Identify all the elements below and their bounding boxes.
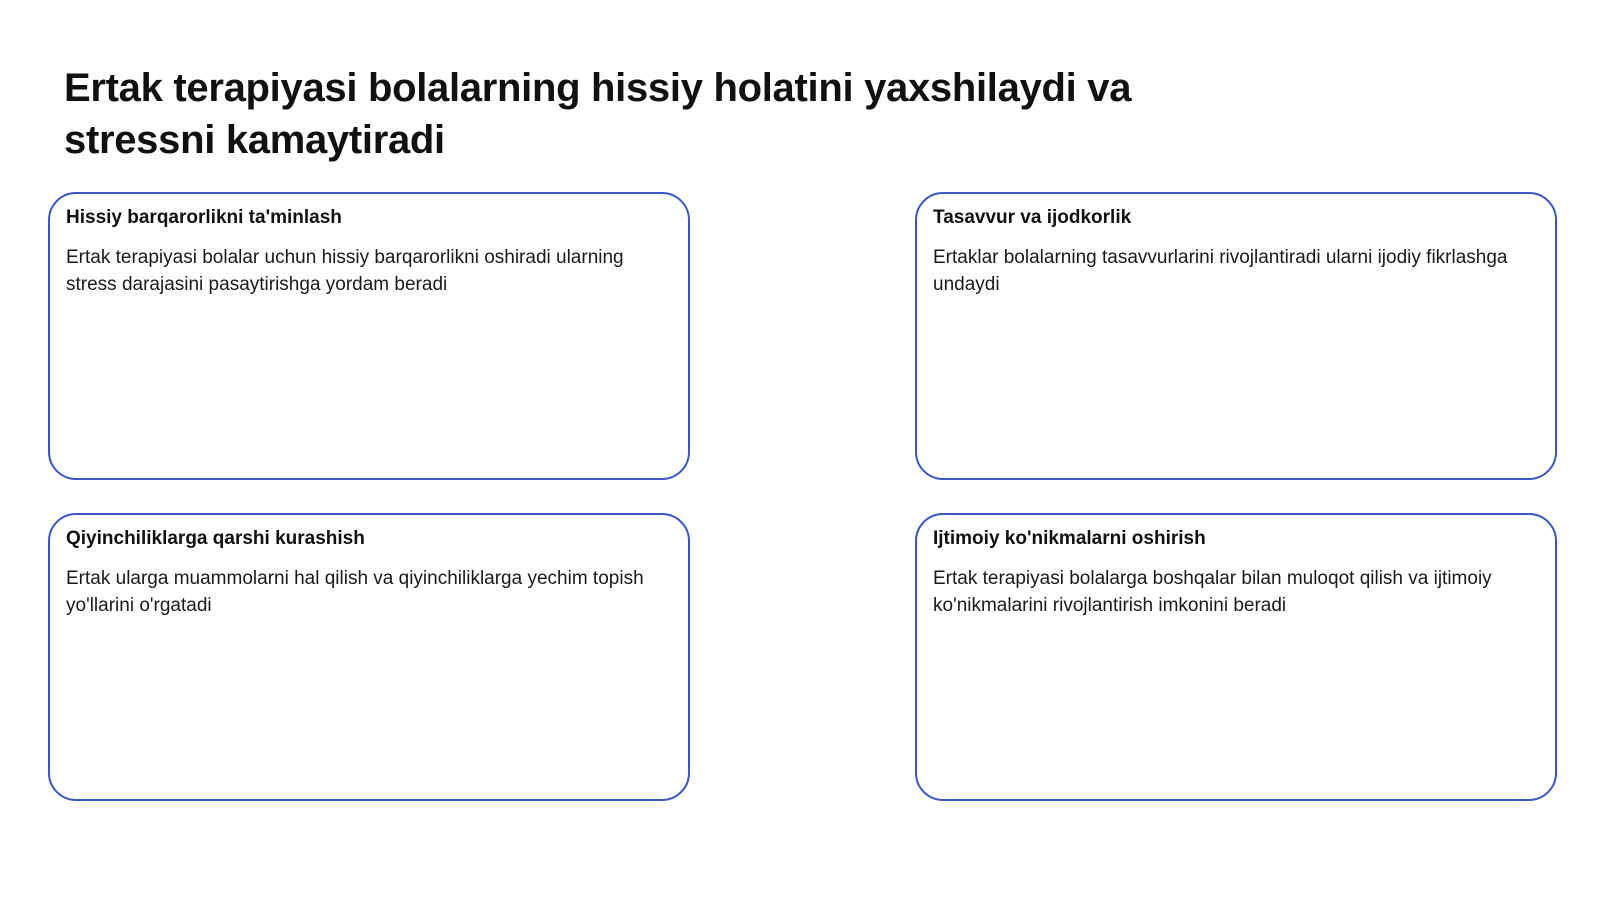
slide-title: Ertak terapiyasi bolalarning hissiy holatini yaxshilaydi va stressni kamaytiradi <box>64 66 1132 162</box>
card-overcoming-difficulties <box>48 513 690 801</box>
card-emotional-stability <box>48 192 690 480</box>
card-text: Ertak ularga muammolarni hal qilish va qiyinchiliklarga yechim topish yo'llarini o'rgatadi <box>66 568 644 616</box>
card-social-skills <box>915 513 1557 801</box>
card-title: Ijtimoiy ko'nikmalarni oshirish <box>933 528 1206 549</box>
card-title: Tasavvur va ijodkorlik <box>933 207 1132 228</box>
card-text: Ertaklar bolalarning tasavvurlarini rivojlantiradi ularni ijodiy fikrlashga undaydi <box>933 247 1508 295</box>
card-imagination-creativity <box>915 192 1557 480</box>
card-title: Hissiy barqarorlikni ta'minlash <box>66 207 342 228</box>
card-title: Qiyinchiliklarga qarshi kurashish <box>66 528 365 549</box>
card-text: Ertak terapiyasi bolalarga boshqalar bilan muloqot qilish va ijtimoiy ko'nikmalarini rivojlantirish imkonini beradi <box>933 568 1492 616</box>
card-text: Ertak terapiyasi bolalar uchun hissiy barqarorlikni oshiradi ularning stress darajasini pasaytirishga yordam beradi <box>66 247 624 295</box>
